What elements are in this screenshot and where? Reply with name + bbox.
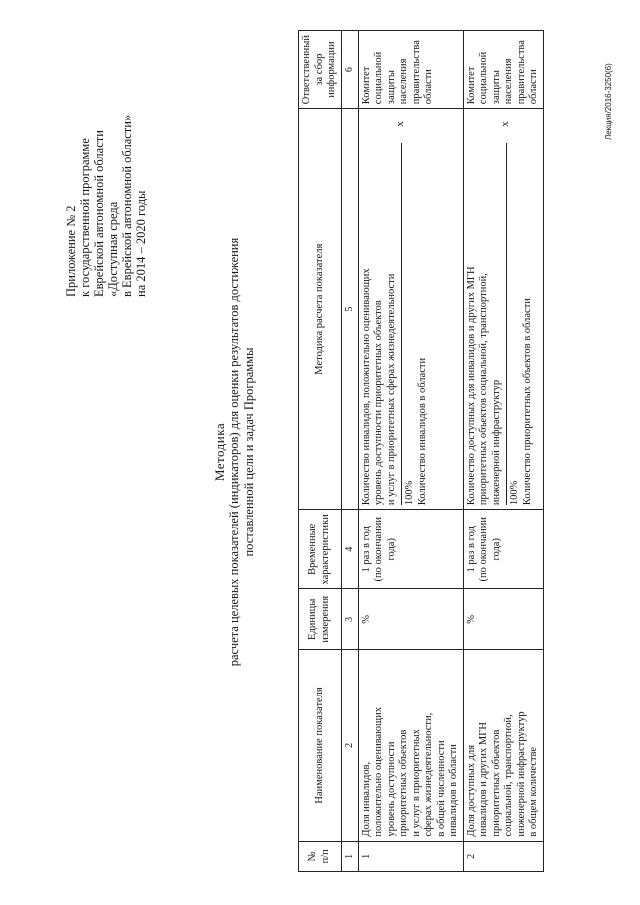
row-num: 2 xyxy=(463,841,543,871)
responsible-cell: Комитет социальной защиты населения правительства области xyxy=(463,31,543,109)
header-name: Наименование показателя xyxy=(299,650,342,842)
time-cell: 1 раз в год (по окончании года) xyxy=(358,510,463,589)
formula-percent: 100% xyxy=(404,480,415,506)
indicator-name: Доля доступных для инвалидов и других МГН приоритетных объектов социальной, транспортной, инженерной инфраструктур в общем количестве xyxy=(463,650,543,842)
formula xyxy=(361,113,430,505)
col-number: 6 xyxy=(341,31,358,109)
formula-percent: 100% xyxy=(509,480,520,506)
column-number-row xyxy=(341,31,358,872)
formula-denominator: Количество инвалидов в области xyxy=(416,357,428,506)
col-number: 3 xyxy=(341,589,358,650)
header-method: Методика расчета показателя xyxy=(299,109,342,510)
title-line-3: поставленной цели и задач Программы xyxy=(242,347,256,557)
col-number: 4 xyxy=(341,510,358,589)
table-row xyxy=(358,31,463,872)
times-sign: х xyxy=(394,121,406,127)
header-num: № п/п xyxy=(299,841,342,871)
unit-cell: % xyxy=(463,589,543,650)
unit-cell: % xyxy=(358,589,463,650)
header-unit: Единицы измерения xyxy=(299,589,342,650)
col-number: 1 xyxy=(341,841,358,871)
appendix-note: Приложение № 2 к государственной программе Еврейской автономной области «Доступная среда в Еврейской автономной области» на 2014 – 2020 годы xyxy=(64,114,148,297)
table-header-row xyxy=(299,31,342,872)
col-number: 5 xyxy=(341,109,358,510)
responsible-cell: Комитет социальной защиты населения правительства области xyxy=(358,31,463,109)
formula-denominator: Количество приоритетных объектов в области xyxy=(521,298,533,506)
title-line-1: Методика xyxy=(212,422,227,482)
formula-numerator: Количество доступных для инвалидов и других МГН приоритетных объектов социальной, транспортной, инженерной инфраструктур xyxy=(465,266,502,506)
indicator-name: Доля инвалидов, положительно оценивающих уровень доступности приоритетных объектов и услуг в приоритетных сферах жизнедеятельности, в общей численности инвалидов в области xyxy=(358,650,463,842)
header-time: Временные характеристики xyxy=(299,510,342,589)
fraction-bar xyxy=(499,121,511,505)
method-cell xyxy=(358,109,463,510)
header-resp: Ответственный за сбор информации xyxy=(299,31,342,109)
formula-numerator: Количество инвалидов, положительно оценивающих уровень доступности приоритетных объектов и услуг в приоритетных сферах жизнедеятельности xyxy=(360,268,397,506)
table-row xyxy=(463,31,543,872)
fraction-bar xyxy=(394,121,406,505)
formula xyxy=(466,113,535,505)
document-title xyxy=(212,52,257,852)
times-sign: х xyxy=(499,121,511,127)
row-num: 1 xyxy=(358,841,463,871)
title-line-2: расчета целевых показателей (индикаторов) для оценки результатов достижения xyxy=(227,237,241,667)
time-cell: 1 раз в год (по окончании года) xyxy=(463,510,543,589)
rotated-page xyxy=(20,12,620,892)
footer-code: Лекция/2016-3250(6) xyxy=(604,63,613,140)
col-number: 2 xyxy=(341,650,358,842)
method-cell xyxy=(463,109,543,510)
indicators-table xyxy=(298,30,544,872)
